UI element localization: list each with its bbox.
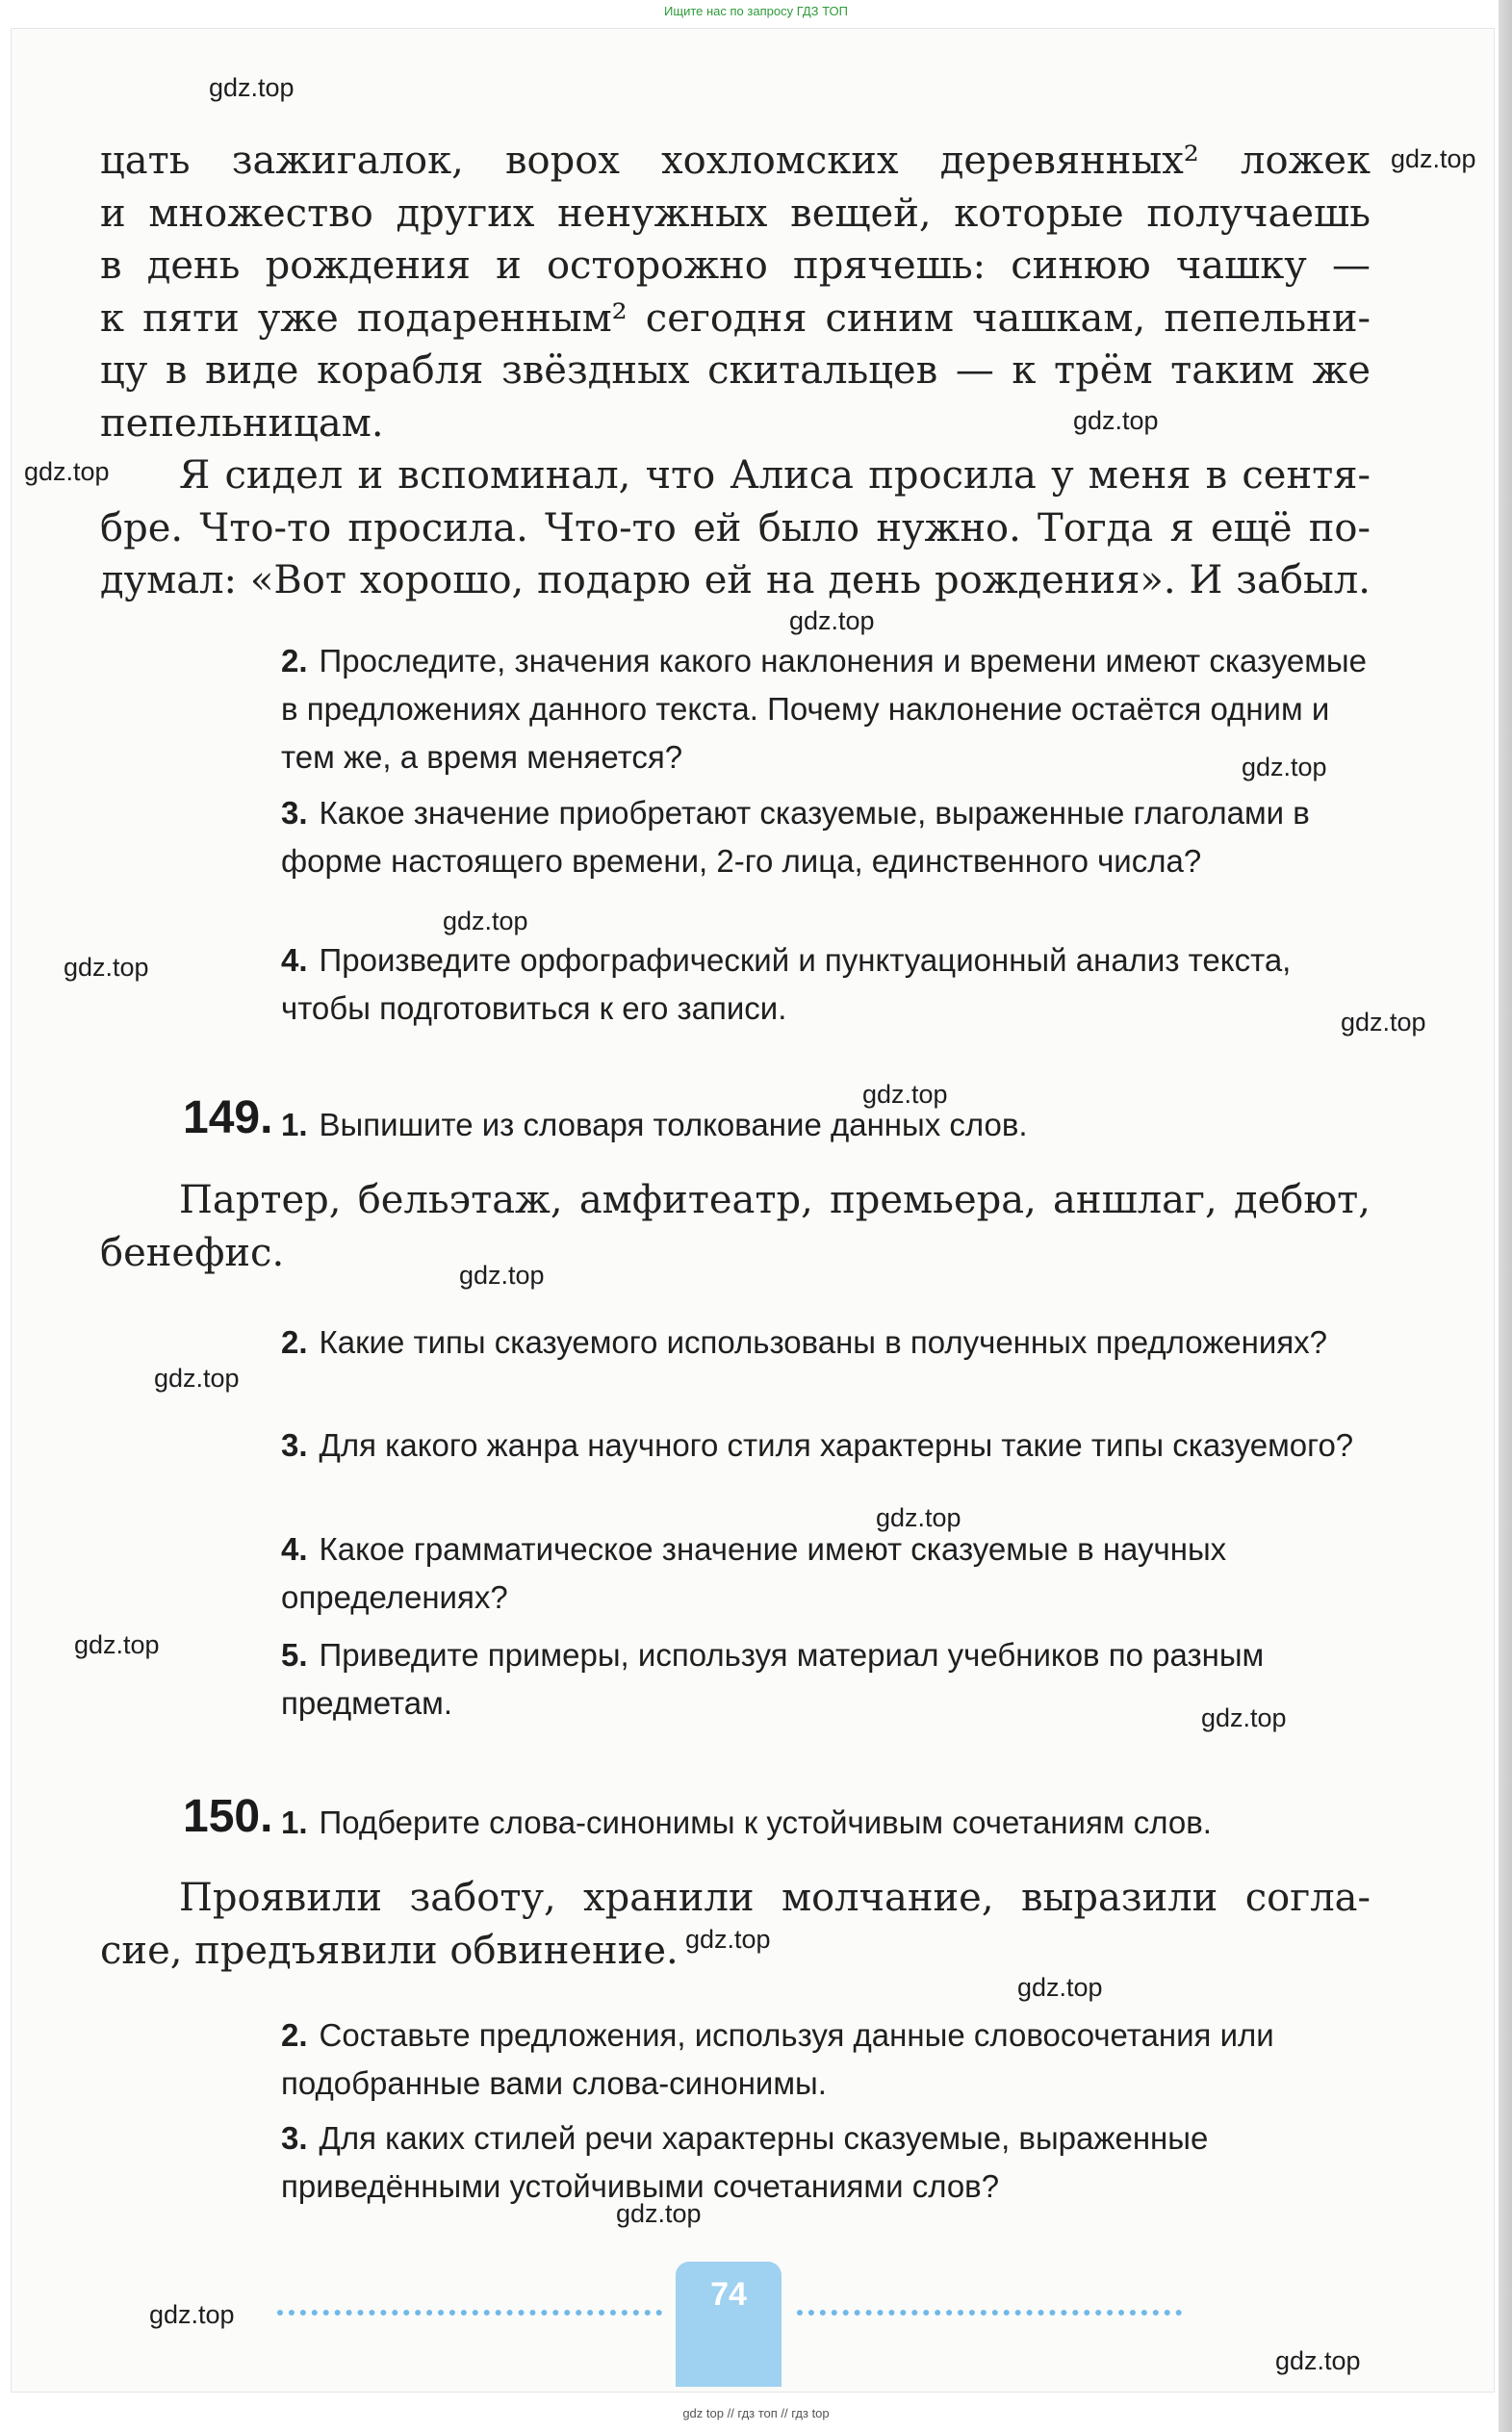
exercise-149-task-4 <box>281 1525 1367 1622</box>
watermark: gdz.top <box>154 1364 240 1393</box>
watermark: gdz.top <box>209 73 295 102</box>
watermark: gdz.top <box>443 907 528 935</box>
word-list <box>100 1174 1371 1279</box>
exercise-150-task-3 <box>281 2114 1367 2211</box>
watermark: gdz.top <box>1242 753 1327 781</box>
task-text: Какое грамматическое значение имеют сказуемые в научных определениях? <box>281 1531 1227 1615</box>
task-text: Проследите, значения какого наклонения и времени имеют сказуемые в предложениях данного текста. Почему наклонение остаётся одним и тем же, а время меняется? <box>281 643 1367 775</box>
task-2 <box>281 637 1367 781</box>
text-line: бре. Что-то просила. Что-то ей было нужно. Тогда я ещё по- <box>100 505 1371 550</box>
task-number: 1. <box>281 1805 308 1840</box>
task-number: 5. <box>281 1637 308 1673</box>
footer-dots-right <box>797 2310 1182 2316</box>
task-text: Для каких стилей речи характерны сказуемые, выраженные приведёнными устойчивыми сочетаниями слов? <box>281 2120 1209 2204</box>
task-text: Произведите орфографический и пунктуационный анализ текста, чтобы подготовиться к его записи. <box>281 942 1292 1026</box>
text-line: цать зажигалок, ворох хохломских деревянных² ложек <box>100 139 1371 183</box>
exercise-number-150: 150. <box>183 1791 273 1842</box>
text-line: к пяти уже подаренным² сегодня синим чашкам, пепельни- <box>100 295 1371 341</box>
task-4 <box>281 936 1367 1033</box>
task-number: 4. <box>281 942 308 978</box>
task-number: 1. <box>281 1107 308 1142</box>
task-number: 3. <box>281 795 308 831</box>
top-banner[interactable]: Ищите нас по запросу ГДЗ ТОП <box>664 4 848 18</box>
text-line: в день рождения и осторожно прячешь: синюю чашку — <box>100 243 1371 288</box>
watermark: gdz.top <box>616 2199 702 2228</box>
watermark: gdz.top <box>1275 2346 1361 2375</box>
watermark: gdz.top <box>24 457 110 486</box>
exercise-149-task-2 <box>281 1318 1367 1367</box>
watermark: gdz.top <box>789 606 875 635</box>
watermark: gdz.top <box>149 2300 235 2329</box>
task-text: Для какого жанра научного стиля характерны такие типы сказуемого? <box>319 1427 1354 1463</box>
watermark: gdz.top <box>459 1261 545 1290</box>
watermark: gdz.top <box>1073 406 1159 435</box>
task-number: 3. <box>281 1427 308 1463</box>
task-number: 3. <box>281 2120 308 2156</box>
task-3 <box>281 789 1367 885</box>
task-text: Приведите примеры, используя материал учебников по разным предметам. <box>281 1637 1265 1721</box>
task-text: Выпишите из словаря толкование данных слов. <box>319 1107 1028 1142</box>
text-paragraph-1 <box>100 135 1371 449</box>
text-line: бенефис. <box>100 1230 285 1275</box>
page-number: 74 <box>710 2276 747 2313</box>
watermark: gdz.top <box>64 953 149 982</box>
text-line: думал: «Вот хорошо, подарю ей на день рождения». И забыл. <box>100 558 1371 602</box>
page-edge <box>1499 0 1512 2432</box>
watermark: gdz.top <box>1017 1973 1103 2002</box>
watermark: gdz.top <box>1201 1703 1287 1732</box>
bottom-banner[interactable]: gdz top // гдз топ // гдз top <box>682 2406 830 2420</box>
task-text: Какие типы сказуемого использованы в полученных предложениях? <box>319 1324 1328 1360</box>
watermark: gdz.top <box>1391 144 1476 173</box>
text-line: Проявили заботу, хранили молчание, выразили согла- <box>179 1876 1371 1920</box>
task-text: Какое значение приобретают сказуемые, выраженные глаголами в форме настоящего времени, 2-го лица, единственного числа? <box>281 795 1310 879</box>
text-line: цу в виде корабля звёздных скитальцев — к трём таким же <box>100 348 1371 393</box>
text-line: Партер, бельэтаж, амфитеатр, премьера, аншлаг, дебют, <box>179 1178 1371 1222</box>
exercise-150-task-1 <box>281 1805 1367 1841</box>
task-number: 4. <box>281 1531 308 1567</box>
exercise-150-task-2 <box>281 2011 1367 2108</box>
watermark: gdz.top <box>862 1080 948 1109</box>
task-text: Подберите слова-синонимы к устойчивым сочетаниям слов. <box>319 1805 1212 1840</box>
footer-dots-left <box>277 2310 662 2316</box>
watermark: gdz.top <box>1341 1008 1426 1037</box>
text-paragraph-2 <box>100 449 1371 607</box>
exercise-number-149: 149. <box>183 1092 273 1143</box>
watermark: gdz.top <box>74 1630 160 1659</box>
text-line: Я сидел и вспоминал, что Алиса просила у меня в сентя- <box>179 453 1371 498</box>
task-number: 2. <box>281 1324 308 1360</box>
text-line: сие, предъявили обвинение. <box>100 1928 679 1973</box>
text-line: и множество других ненужных вещей, которые получаешь <box>100 191 1371 236</box>
exercise-149-task-1 <box>281 1107 1367 1143</box>
text-line: пепельницам. <box>100 400 384 446</box>
task-number: 2. <box>281 2017 308 2053</box>
watermark: gdz.top <box>685 1925 771 1954</box>
watermark: gdz.top <box>876 1503 961 1532</box>
exercise-149-task-3 <box>281 1421 1367 1470</box>
task-text: Составьте предложения, используя данные словосочетания или подобранные вами слова-синонимы. <box>281 2017 1274 2101</box>
task-number: 2. <box>281 643 308 678</box>
